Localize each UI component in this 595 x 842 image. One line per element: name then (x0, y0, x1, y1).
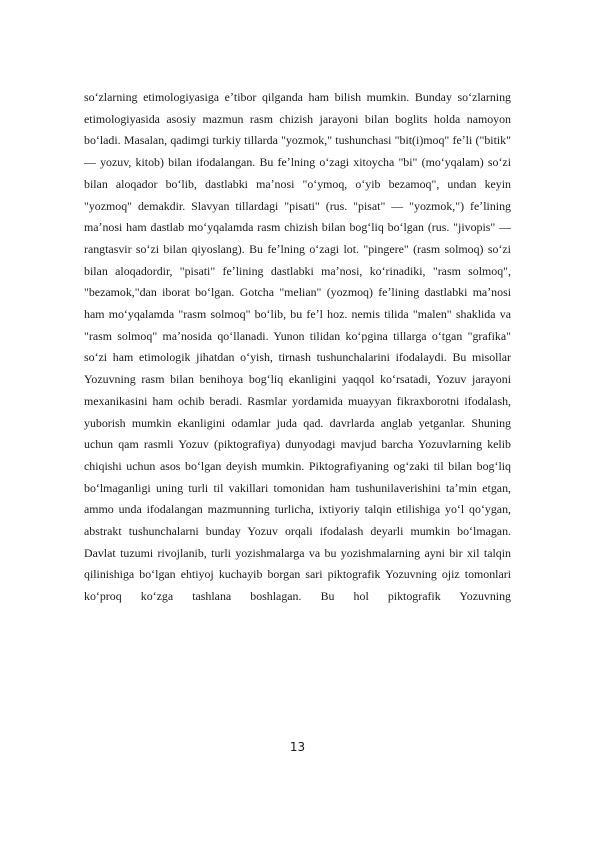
page-number: 13 (289, 740, 306, 754)
body-paragraph: soʻzlarning etimologiyasiga eʼtibor qilganda ham bilish mumkin. Bunday soʻzlarning etimologiyasida asosiy mazmun rasm chizish jarayoni bilan boglits holda namoyon boʻladi. Masalan, qadimgi turkiy tillarda "yozmok," tushunchasi "bit(i)moq" feʼli ("bitik" — yozuv, kitob) bilan ifodalangan. Bu feʼlning oʻzagi xitoycha "bi" (moʻyqalam) soʻzi bilan aloqador boʻlib, dastlabki maʼnosi "oʻymoq, oʻyib bezamoq", undan keyin "yozmoq" demakdir. Slavyan tillardagi "pisati" (rus. "pisat" — "yozmok,") feʼlining maʼnosi ham dastlab moʻyqalamda rasm chizish bilan bogʻliq boʻlgan (rus. "jivopis" — rangtasvir soʻzi bilan qiyoslang). Bu feʼlning oʻzagi lot. "pingere" (rasm solmoq) soʻzi bilan aloqadordir, "pisati" feʼlining dastlabki maʼnosi, koʻrinadiki, "rasm solmoq", "bezamok,"dan iborat boʻlgan. Gotcha "melian" (yozmoq) feʼlining dastlabki maʼnosi ham moʻyqalamda "rasm solmoq" boʻlib, bu feʼl hoz. nemis tilida "malen" shaklida va "rasm solmoq" maʼnosida qoʻllanadi. Yunon tilidan koʻpgina tillarga oʻtgan "grafika" soʻzi ham etimologik jihatdan oʻyish, tirnash tushunchalarini ifodalaydi. Bu misollar Yozuvning rasm bilan benihoya bogʻliq ekanligini yaqqol koʻrsatadi, Yozuv jarayoni mexanikasini ham ochib beradi. Rasmlar yordamida muayyan fikraxborotni ifodalash, yuborish mumkin ekanligini odamlar juda qad. davrlarda anglab yetganlar. Shuning uchun qam rasmli Yozuv (piktografiya) dunyodagi mavjud barcha Yozuvlarning kelib chiqishi uchun asos boʻlgan deyish mumkin. Piktografiyaning ogʻzaki til bilan bogʻliq boʻlmaganligi uning turli til vakillari tomonidan ham tushunilaverishini taʼmin etgan, ammo unda ifodalangan mazmunning turlicha, ixtiyoriy talqin etilishiga yoʻl qoʻygan, abstrakt tushunchalarni bunday Yozuv orqali ifodalash deyarli mumkin boʻlmagan. Davlat tuzumi rivojlanib, turli yozishmalarga va bu yozishmalarning ayni bir xil talqin qilinishiga boʻlgan ehtiyoj kuchayib borgan sari piktografik Yozuvning ojiz tomonlari koʻproq koʻzga tashlana boshlagan. Bu hol piktografik Yozuvning (84, 90, 511, 604)
